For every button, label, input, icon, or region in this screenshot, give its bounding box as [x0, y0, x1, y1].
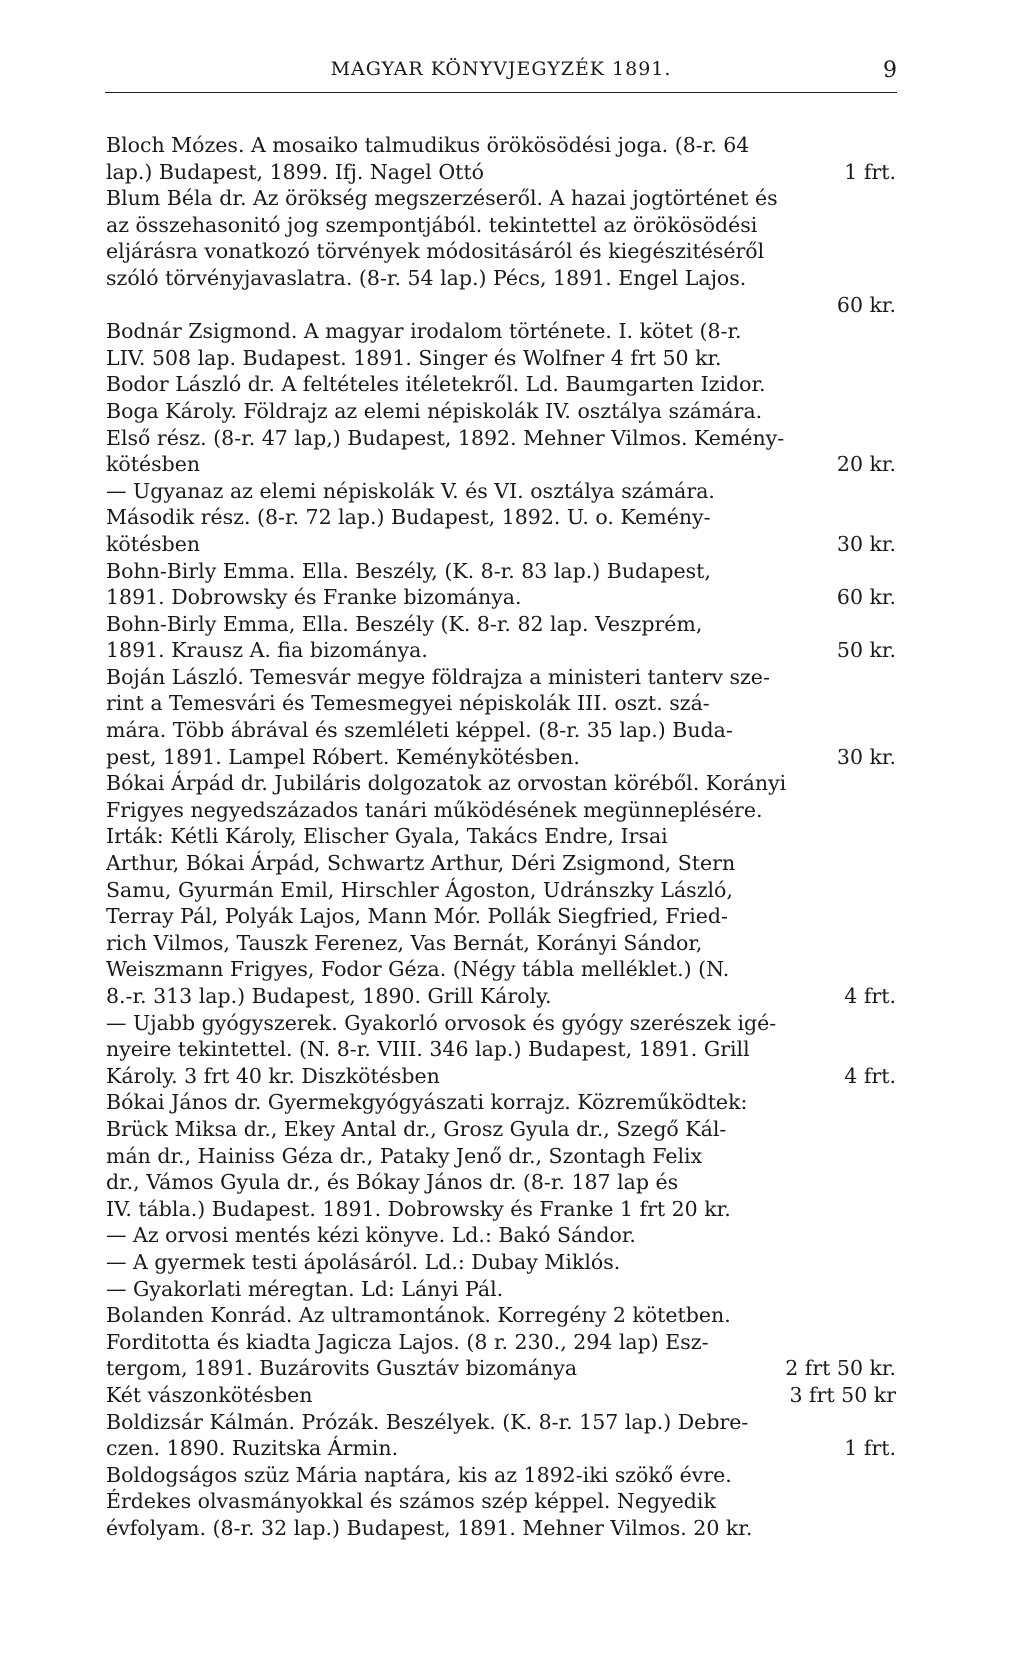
catalog-line-text: Brück Miksa dr., Ekey Antal dr., Grosz Gyula dr., Szegő Kál-	[106, 1116, 727, 1141]
catalog-line-price: 30 kr.	[836, 744, 896, 769]
catalog-line-text: Bodor László dr. A feltételes itéletekről. Ld. Baumgarten Izidor.	[106, 372, 766, 397]
catalog-line	[106, 770, 896, 797]
catalog-line-text: mára. Több ábrával és szemléleti képpel. (8-r. 35 lap.) Buda-	[106, 718, 733, 743]
catalog-line	[106, 1409, 896, 1436]
catalog-line	[106, 292, 896, 319]
catalog-line-price: 2 frt 50 kr.	[785, 1356, 896, 1381]
catalog-entries	[106, 132, 896, 1541]
catalog-line-text: évfolyam. (8-r. 32 lap.) Budapest, 1891. Mehner Vilmos. 20 kr.	[106, 1515, 753, 1540]
catalog-line-text: az összehasonitó jog szempontjából. tekintettel az örökösödési	[106, 212, 758, 237]
catalog-line	[106, 398, 896, 425]
catalog-line	[106, 877, 896, 904]
page-number: 9	[883, 58, 897, 83]
catalog-line	[106, 1169, 896, 1196]
catalog-line-text: IV. tábla.) Budapest. 1891. Dobrowsky és Franke 1 frt 20 kr.	[106, 1196, 731, 1221]
catalog-line	[106, 797, 896, 824]
catalog-line	[106, 903, 896, 930]
catalog-line	[106, 371, 896, 398]
catalog-line-text: Irták: Kétli Károly, Elischer Gyala, Takács Endre, Irsai	[106, 824, 668, 849]
catalog-line-text: Bodnár Zsigmond. A magyar irodalom története. I. kötet (8-r.	[106, 319, 742, 344]
catalog-line-text: Bohn-Birly Emma, Ella. Beszély (K. 8-r. 82 lap. Veszprém,	[106, 611, 703, 636]
catalog-line-text: szóló törvényjavaslatra. (8-r. 54 lap.) Pécs, 1891. Engel Lajos.	[106, 265, 747, 290]
catalog-line-text: — Gyakorlati méregtan. Ld: Lányi Pál.	[106, 1276, 504, 1301]
catalog-line-text: Bolanden Konrád. Az ultramontánok. Korregény 2 kötetben.	[106, 1303, 731, 1328]
catalog-line-text: 1891. Dobrowsky és Franke bizománya.	[106, 585, 522, 610]
catalog-line-text: Samu, Gyurmán Emil, Hirschler Ágoston, Udránszky László,	[106, 877, 733, 902]
catalog-line-text: eljárásra vonatkozó törvények módositásáról és kiegészitéséről	[106, 239, 765, 264]
catalog-line-price: 1 frt.	[844, 1436, 896, 1461]
catalog-line-text: Bohn-Birly Emma. Ella. Beszély, (K. 8-r. 83 lap.) Budapest,	[106, 558, 711, 583]
catalog-line-text: Második rész. (8-r. 72 lap.) Budapest, 1892. U. o. Kemény-	[106, 505, 711, 530]
catalog-line-text: tergom, 1891. Buzárovits Gusztáv bizománya	[106, 1356, 578, 1381]
catalog-line-text: Frigyes negyedszázados tanári működésének megünneplésére.	[106, 797, 763, 822]
catalog-line-text: dr., Vámos Gyula dr., és Bókay János dr. (8-r. 187 lap és	[106, 1170, 679, 1195]
catalog-line	[106, 1196, 896, 1223]
catalog-line	[106, 212, 896, 239]
catalog-line	[106, 1010, 896, 1037]
catalog-line-text: Boján László. Temesvár megye földrajza a ministeri tanterv sze-	[106, 664, 770, 689]
running-title: MAGYAR KÖNYVJEGYZÉK 1891.	[330, 58, 672, 80]
catalog-line	[106, 1143, 896, 1170]
catalog-line-text: rint a Temesvári és Temesmegyei népiskolák III. oszt. szá-	[106, 691, 710, 716]
catalog-line	[106, 717, 896, 744]
catalog-line	[106, 1249, 896, 1276]
catalog-line	[106, 425, 896, 452]
catalog-line-text: — A gyermek testi ápolásáról. Ld.: Dubay Miklós.	[106, 1249, 621, 1274]
catalog-line-text: LIV. 508 lap. Budapest. 1891. Singer és Wolfner 4 frt 50 kr.	[106, 345, 722, 370]
catalog-line	[106, 451, 896, 478]
catalog-line	[106, 664, 896, 691]
catalog-line	[106, 1515, 896, 1542]
catalog-line-price: 60 kr.	[836, 292, 896, 317]
catalog-line-text: czen. 1890. Ruzitska Ármin.	[106, 1436, 399, 1461]
catalog-line	[106, 1355, 896, 1382]
catalog-line	[106, 1089, 896, 1116]
catalog-line-text: Arthur, Bókai Árpád, Schwartz Arthur, Déri Zsigmond, Stern	[106, 851, 736, 876]
catalog-line	[106, 531, 896, 558]
catalog-line-text: Bókai Árpád dr. Jubiláris dolgozatok az orvostan köréből. Korányi	[106, 771, 787, 796]
catalog-line-text: 1891. Krausz A. fia bizománya.	[106, 638, 428, 663]
catalog-line	[106, 637, 896, 664]
catalog-line-text: Forditotta és kiadta Jagicza Lajos. (8 r. 230., 294 lap) Esz-	[106, 1329, 709, 1354]
catalog-line-price: 30 kr.	[836, 531, 896, 556]
catalog-line	[106, 956, 896, 983]
catalog-line-text: kötésben	[106, 452, 201, 477]
catalog-line	[106, 584, 896, 611]
catalog-line-text: mán dr., Hainiss Géza dr., Pataky Jenő dr., Szontagh Felix	[106, 1143, 703, 1168]
catalog-line-price: 3 frt 50 kr	[789, 1382, 896, 1407]
running-header	[105, 52, 897, 93]
catalog-line	[106, 1302, 896, 1329]
catalog-line	[106, 1435, 896, 1462]
catalog-line	[106, 478, 896, 505]
catalog-line	[106, 744, 896, 771]
catalog-line	[106, 159, 896, 186]
catalog-line	[106, 930, 896, 957]
catalog-line-text: — Az orvosi mentés kézi könyve. Ld.: Bakó Sándor.	[106, 1223, 636, 1248]
catalog-line-text: kötésben	[106, 531, 201, 556]
catalog-line-text: Első rész. (8-r. 47 lap,) Budapest, 1892. Mehner Vilmos. Kemény-	[106, 425, 785, 450]
catalog-line-text: rich Vilmos, Tauszk Ferenez, Vas Bernát, Korányi Sándor,	[106, 930, 703, 955]
catalog-line	[106, 265, 896, 292]
catalog-line	[106, 1462, 896, 1489]
catalog-line-text: Bloch Mózes. A mosaiko talmudikus örökösödési joga. (8-r. 64	[106, 133, 750, 157]
catalog-line	[106, 1276, 896, 1303]
catalog-line	[106, 318, 896, 345]
catalog-line	[106, 558, 896, 585]
catalog-line-text: Károly. 3 frt 40 kr. Diszkötésben	[106, 1063, 440, 1088]
catalog-line-text: — Ujabb gyógyszerek. Gyakorló orvosok és gyógy szerészek igé-	[106, 1010, 777, 1035]
catalog-line-text: — Ugyanaz az elemi népiskolák V. és VI. osztálya számára.	[106, 478, 715, 503]
catalog-line-price: 4 frt.	[844, 1063, 896, 1088]
catalog-line	[106, 690, 896, 717]
catalog-line-text: Blum Béla dr. Az örökség megszerzéseről. A hazai jogtörténet és	[106, 186, 778, 211]
catalog-line	[106, 132, 896, 159]
catalog-line-price: 50 kr.	[836, 638, 896, 663]
catalog-line	[106, 1063, 896, 1090]
catalog-line-text: Terray Pál, Polyák Lajos, Mann Mór. Pollák Siegfried, Fried-	[106, 904, 728, 929]
catalog-line	[106, 1116, 896, 1143]
catalog-line	[106, 1488, 896, 1515]
catalog-line	[106, 1036, 896, 1063]
catalog-line-text: pest, 1891. Lampel Róbert. Keménykötésben.	[106, 744, 580, 769]
catalog-line	[106, 850, 896, 877]
catalog-line-text: Weiszmann Frigyes, Fodor Géza. (Négy tábla melléklet.) (N.	[106, 957, 730, 982]
catalog-line	[106, 823, 896, 850]
catalog-line	[106, 345, 896, 372]
catalog-line	[106, 611, 896, 638]
catalog-line-text: Bókai János dr. Gyermekgyógyászati korrajz. Közreműködtek:	[106, 1090, 748, 1115]
catalog-line-text: lap.) Budapest, 1899. Ifj. Nagel Ottó	[106, 159, 484, 184]
catalog-line-text: 8.-r. 313 lap.) Budapest, 1890. Grill Károly.	[106, 984, 552, 1008]
catalog-line-text: Boldizsár Kálmán. Prózák. Beszélyek. (K. 8-r. 157 lap.) Debre-	[106, 1409, 749, 1434]
catalog-line-price: 4 frt.	[844, 984, 896, 1008]
catalog-line	[106, 185, 896, 212]
catalog-line	[106, 1329, 896, 1356]
catalog-line	[106, 504, 896, 531]
catalog-line	[106, 983, 896, 1010]
catalog-line-price: 1 frt.	[844, 159, 896, 184]
catalog-line-price: 60 kr.	[836, 585, 896, 610]
catalog-line-text: Boga Károly. Földrajz az elemi népiskolák IV. osztálya számára.	[106, 398, 763, 423]
catalog-line	[106, 1222, 896, 1249]
catalog-line-text: Érdekes olvasmányokkal és számos szép képpel. Negyedik	[106, 1489, 716, 1514]
catalog-line	[106, 1382, 896, 1409]
catalog-line-price: 20 kr.	[836, 452, 896, 477]
catalog-line-text: Két vászonkötésben	[106, 1382, 313, 1407]
catalog-line	[106, 238, 896, 265]
catalog-line-text: Boldogságos szüz Mária naptára, kis az 1892-iki szökő évre.	[106, 1462, 732, 1487]
catalog-line-text: nyeire tekintettel. (N. 8-r. VIII. 346 lap.) Budapest, 1891. Grill	[106, 1037, 750, 1062]
